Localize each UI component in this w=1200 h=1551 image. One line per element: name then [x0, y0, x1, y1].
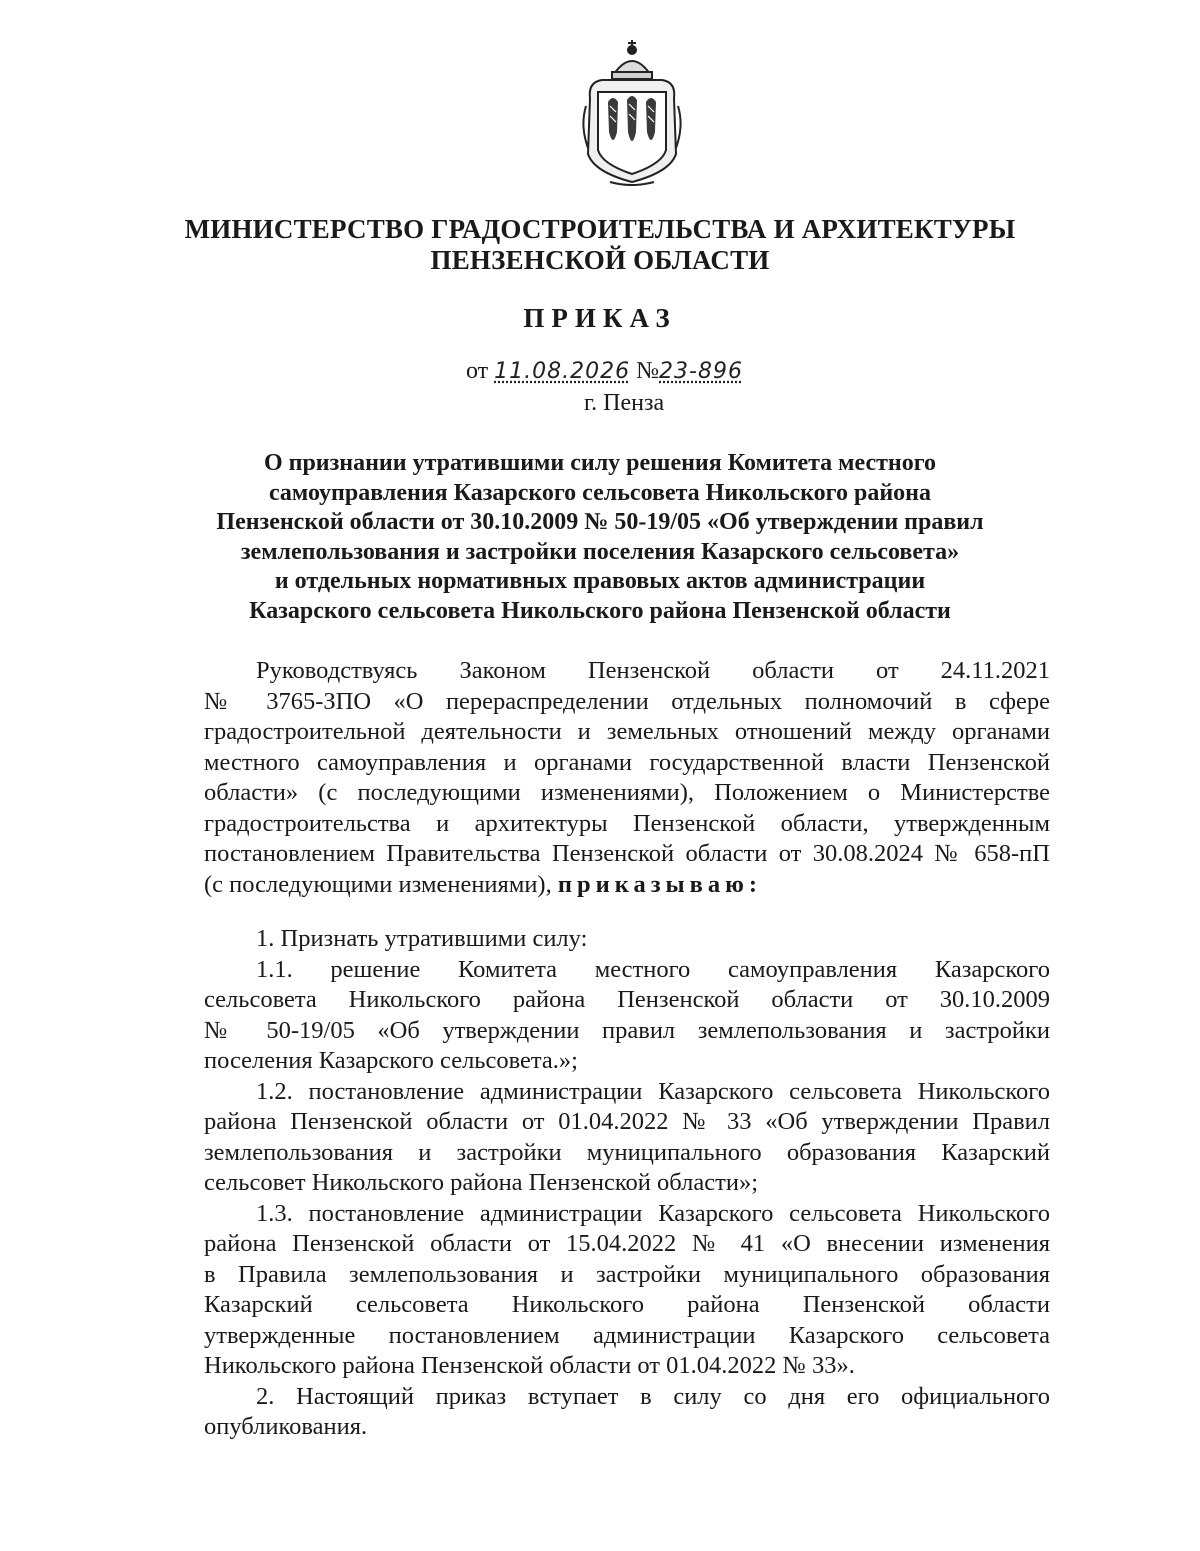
paragraph-line: местного самоуправления и органами государственной власти Пензенской — [204, 748, 1050, 776]
order-word: приказываю: — [557, 870, 763, 898]
preamble-paragraph — [204, 656, 1050, 900]
handwritten-date: 11.08.2026 — [494, 359, 631, 384]
item-1-1-line: № 50-19/05 «Об утверждении правил землепользования и застройки — [204, 1016, 1050, 1044]
item-2-line: 2. Настоящий приказ вступает в силу со дня его официального — [256, 1382, 1050, 1410]
item-1-3-line: района Пензенской области от 15.04.2022 № 41 «О внесении изменения — [204, 1230, 1050, 1257]
item-1-1-line: сельсовета Никольского района Пензенской области от 30.10.2009 — [204, 986, 1050, 1013]
paragraph-line: № 3765-ЗПО «О перераспределении отдельных полномочий в сфере — [204, 687, 1050, 715]
item-1-3-line: 1.3. постановление администрации Казарского сельсовета Никольского — [256, 1199, 1050, 1227]
subject-line: самоуправления Казарского сельсовета Никольского района — [268, 479, 931, 506]
number-prefix: № — [636, 358, 660, 384]
item-1-heading: 1. Признать утратившими силу: — [256, 925, 588, 952]
item-2-line: опубликования. — [204, 1413, 368, 1440]
paragraph-line: Руководствуясь Законом Пензенской области от 24.11.2021 — [256, 657, 1050, 684]
paragraph-line: градостроительной деятельности и земельных отношений между органами — [204, 718, 1050, 745]
coat-of-arms-icon — [580, 36, 684, 186]
subject-line: Казарского сельсовета Никольского района Пензенской области — [249, 597, 951, 624]
order-items — [204, 924, 1050, 1443]
item-1-2-line: землепользования и застройки муниципального образования Казарский — [204, 1138, 1050, 1166]
item-1-2-line: 1.2. постановление администрации Казарского сельсовета Никольского — [256, 1077, 1050, 1105]
paragraph-line: градостроительства и архитектуры Пензенской области, утвержденным — [204, 809, 1050, 837]
subject-line: Пензенской области от 30.10.2009 № 50-19/05 «Об утверждении правил — [216, 509, 984, 535]
date-number-line — [466, 358, 743, 385]
paragraph-line: постановлением Правительства Пензенской области от 30.08.2024 № 658-пП — [204, 840, 1050, 867]
subject-line: О признании утратившими силу решения Комитета местного — [263, 450, 937, 476]
document-type-title: ПРИКАЗ — [523, 303, 677, 333]
item-1-2-line: района Пензенской области от 01.04.2022 № 33 «Об утверждении Правил — [204, 1108, 1050, 1135]
item-1-3-line: утвержденные постановлением администрации Казарского сельсовета — [204, 1321, 1050, 1349]
paragraph-line-text: (с последующими изменениями), — [204, 870, 552, 898]
item-1-3-line: в Правила землепользования и застройки муниципального образования — [204, 1260, 1050, 1288]
ministry-name-line2: ПЕНЗЕНСКОЙ ОБЛАСТИ — [430, 245, 770, 275]
item-1-3-line: Никольского района Пензенской области от 01.04.2022 № 33». — [204, 1352, 855, 1379]
item-1-2-line: сельсовет Никольского района Пензенской области»; — [204, 1169, 759, 1196]
handwritten-number: 23-896 — [659, 359, 743, 384]
subject-line: и отдельных нормативных правовых актов администрации — [274, 568, 926, 594]
ministry-name-line1: МИНИСТЕРСТВО ГРАДОСТРОИТЕЛЬСТВА И АРХИТЕКТУРЫ — [184, 214, 1016, 244]
paragraph-line: области» (с последующими изменениями), Положением о Министерстве — [204, 779, 1050, 806]
date-prefix: от — [466, 358, 489, 384]
paragraph-line — [204, 870, 1050, 901]
item-1-3-line: Казарский сельсовета Никольского района Пензенской области — [204, 1291, 1050, 1318]
item-1-1-line: поселения Казарского сельсовета.»; — [204, 1047, 578, 1074]
city-name: г. Пенза — [584, 390, 665, 416]
document-subject — [150, 449, 1050, 626]
subject-line: землепользования и застройки поселения Казарского сельсовета» — [240, 538, 960, 565]
item-1-1-line: 1.1. решение Комитета местного самоуправления Казарского — [256, 955, 1050, 983]
